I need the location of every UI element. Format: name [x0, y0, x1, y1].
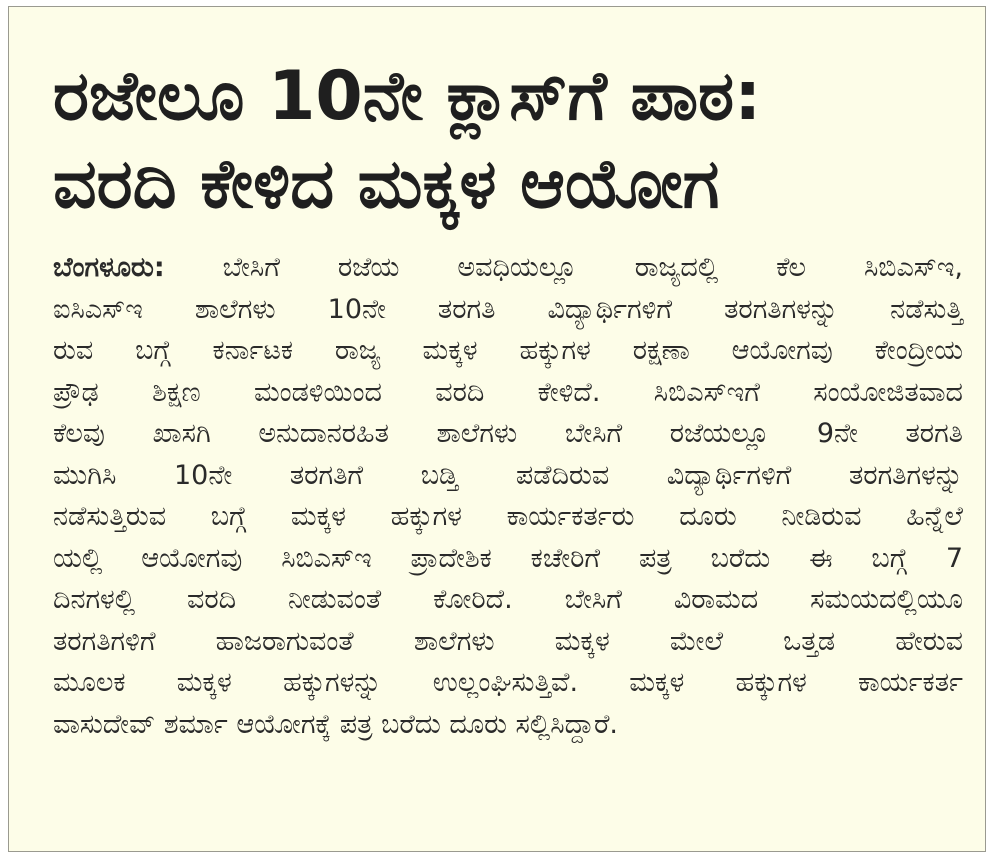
body-line: ದಿನಗಳಲ್ಲಿ ವರದಿ ನೀಡುವಂತೆ ಕೋರಿದೆ. ಬೇಸಿಗೆ ವಿರಾಮದ ಸಮಯದಲ್ಲಿಯೂ: [53, 584, 963, 615]
headline-line-2: ವರದಿ ಕೇಳಿದ ಮಕ್ಕಳ ಆಯೋಗ: [53, 145, 720, 224]
body-line: ಐಸಿಎಸ್‌ಇ ಶಾಲೆಗಳು 10ನೇ ತರಗತಿ ವಿದ್ಯಾರ್ಥಿಗಳಿಗೆ ತರಗತಿಗಳನ್ನು ನಡೆಸುತ್ತಿ: [53, 293, 963, 325]
article-body: [53, 247, 963, 745]
body-line: [53, 247, 963, 289]
news-clipping: [8, 6, 986, 852]
body-line: ಮೂಲಕ ಮಕ್ಕಳ ಹಕ್ಕುಗಳನ್ನು ಉಲ್ಲಂಘಿಸುತ್ತಿವೆ. ಮಕ್ಕಳ ಹಕ್ಕುಗಳ ಕಾರ್ಯಕರ್ತ: [53, 667, 963, 698]
article: [53, 53, 963, 745]
body-line-text: ಬೇಸಿಗೆ ರಜೆಯ ಅವಧಿಯಲ್ಲೂ ರಾಜ್ಯದಲ್ಲಿ ಕೆಲ ಸಿಬಿಎಸ್‌ಇ,: [164, 252, 963, 283]
dateline: ಬೆಂಗಳೂರು:: [53, 252, 165, 283]
body-line: ರುವ ಬಗ್ಗೆ ಕರ್ನಾಟಕ ರಾಜ್ಯ ಮಕ್ಕಳ ಹಕ್ಕುಗಳ ರಕ್ಷಣಾ ಆಯೋಗವು ಕೇಂದ್ರೀಯ: [53, 335, 963, 366]
headline: [53, 53, 963, 229]
body-line: ವಾಸುದೇವ್ ಶರ್ಮಾ ಆಯೋಗಕ್ಕೆ ಪತ್ರ ಬರೆದು ದೂರು ಸಲ್ಲಿಸಿದ್ದಾರೆ.: [53, 708, 618, 740]
body-line: ನಡೆಸುತ್ತಿರುವ ಬಗ್ಗೆ ಮಕ್ಕಳ ಹಕ್ಕುಗಳ ಕಾರ್ಯಕರ್ತರು ದೂರು ನೀಡಿರುವ ಹಿನ್ನೆಲೆ: [53, 501, 963, 532]
headline-line-1: ರಜೇಲೂ 10ನೇ ಕ್ಲಾಸ್‌ಗೆ ಪಾಠ:: [53, 57, 762, 136]
body-line: ಯಲ್ಲಿ ಆಯೋಗವು ಸಿಬಿಎಸ್‌ಇ ಪ್ರಾದೇಶಿಕ ಕಚೇರಿಗೆ ಪತ್ರ ಬರೆದು ಈ ಬಗ್ಗೆ 7: [53, 542, 963, 574]
body-line: ತರಗತಿಗಳಿಗೆ ಹಾಜರಾಗುವಂತೆ ಶಾಲೆಗಳು ಮಕ್ಕಳ ಮೇಲೆ ಒತ್ತಡ ಹೇರುವ: [53, 625, 963, 657]
body-line: ಕೆಲವು ಖಾಸಗಿ ಅನುದಾನರಹಿತ ಶಾಲೆಗಳು ಬೇಸಿಗೆ ರಜೆಯಲ್ಲೂ 9ನೇ ತರಗತಿ: [53, 418, 963, 449]
body-line: ಪ್ರೌಢ ಶಿಕ್ಷಣ ಮಂಡಳಿಯಿಂದ ವರದಿ ಕೇಳಿದೆ. ಸಿಬಿಎಸ್‌ಇಗೆ ಸಂಯೋಜಿತವಾದ: [53, 376, 963, 408]
body-line: ಮುಗಿಸಿ 10ನೇ ತರಗತಿಗೆ ಬಡ್ತಿ ಪಡೆದಿರುವ ವಿದ್ಯಾರ್ಥಿಗಳಿಗೆ ತರಗತಿಗಳನ್ನು: [53, 459, 963, 491]
